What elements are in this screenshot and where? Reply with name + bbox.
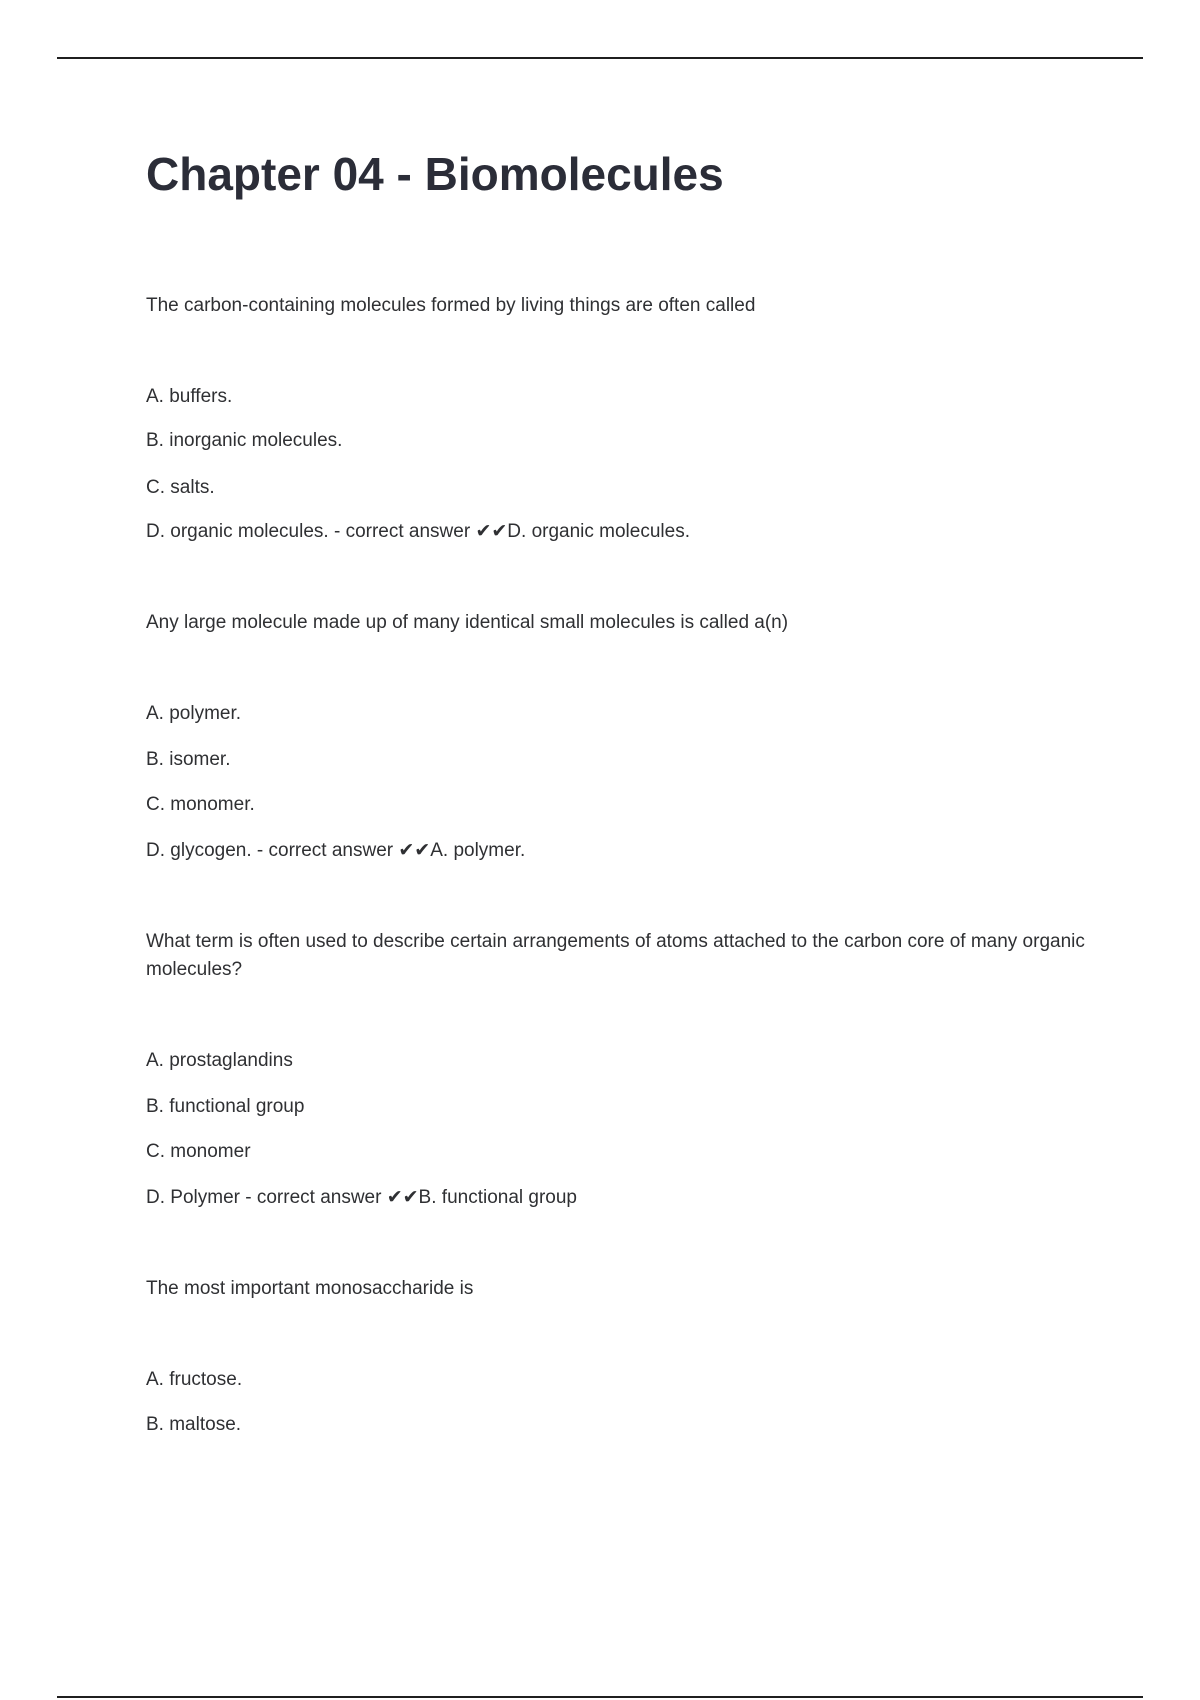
question-3-option-c: C. monomer xyxy=(146,1141,251,1162)
top-rule xyxy=(57,57,1143,59)
question-3-option-b: B. functional group xyxy=(146,1096,305,1117)
question-3-option-d-answer: D. Polymer - correct answer ✔✔B. functional group xyxy=(146,1187,577,1208)
question-3-text: What term is often used to describe certain arrangements of atoms attached to the carbon core of many organic molecules? xyxy=(146,931,1085,980)
question-2-text: Any large molecule made up of many identical small molecules is called a(n) xyxy=(146,612,789,633)
question-1-option-a: A. buffers. xyxy=(146,386,233,407)
question-1-text: The carbon-containing molecules formed by living things are often called xyxy=(146,295,756,316)
question-2-option-b: B. isomer. xyxy=(146,749,231,770)
question-4-option-b: B. maltose. xyxy=(146,1414,242,1435)
page-title: Chapter 04 - Biomolecules xyxy=(146,148,724,200)
question-3-option-a: A. prostaglandins xyxy=(146,1050,293,1071)
question-4-text: The most important monosaccharide is xyxy=(146,1278,474,1299)
question-1-option-d-answer: D. organic molecules. - correct answer ✔✔D. organic molecules. xyxy=(146,521,690,542)
question-1-option-c: C. salts. xyxy=(146,477,215,498)
question-1-option-b: B. inorganic molecules. xyxy=(146,430,343,451)
question-2-option-c: C. monomer. xyxy=(146,794,255,815)
question-4-option-a: A. fructose. xyxy=(146,1369,243,1390)
question-2-option-a: A. polymer. xyxy=(146,703,242,724)
bottom-rule xyxy=(57,1696,1143,1698)
question-2-option-d-answer: D. glycogen. - correct answer ✔✔A. polymer. xyxy=(146,840,526,861)
